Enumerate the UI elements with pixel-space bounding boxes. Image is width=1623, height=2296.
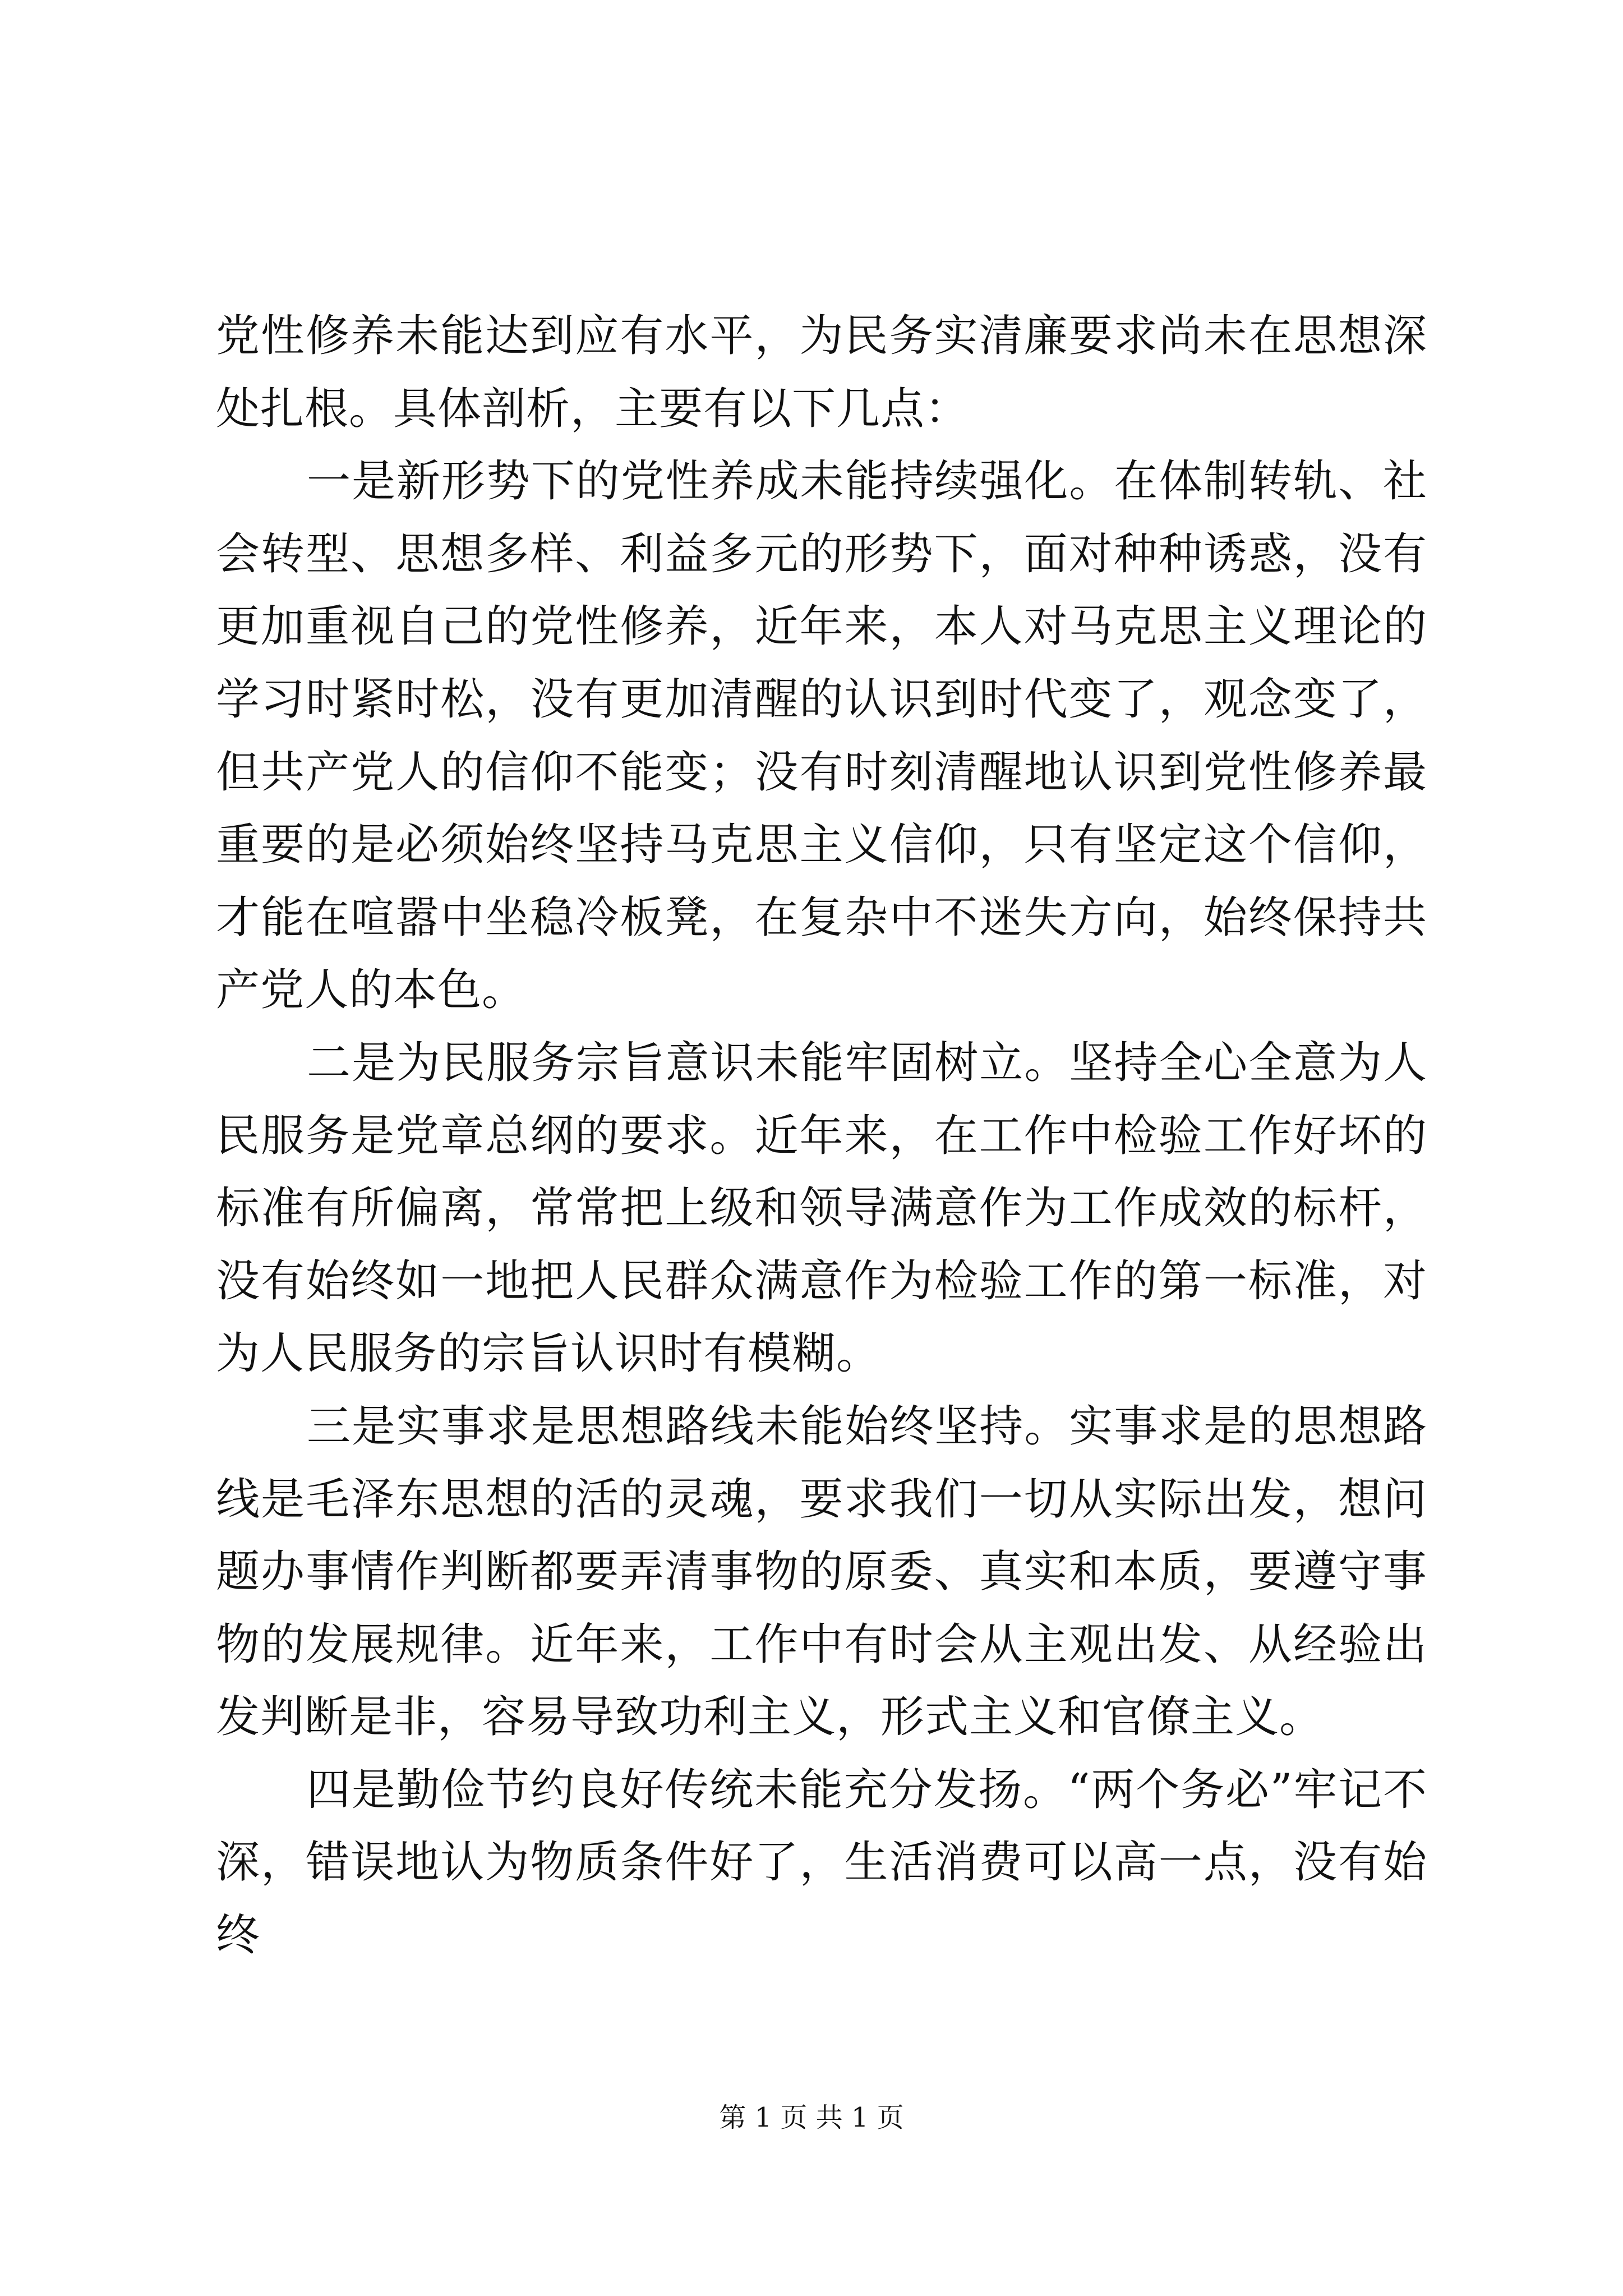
paragraph-point-4: 四是勤俭节约良好传统未能充分发扬。“两个务必”牢记不深，错误地认为物质条件好了，生活消费可以高一点，没有始终 [216,1764,1427,1961]
paragraph-point-2: 二是为民服务宗旨意识未能牢固树立。坚持全心全意为人民服务是党章总纲的要求。近年来，在工作中检验工作好坏的标准有所偏离，常常把上级和领导满意作为工作成效的标杆，没有始终如一地把人民群众满意作为检验工作的第一标准，对为人民服务的宗旨认识时有模糊。 [216,1037,1427,1379]
paragraph-point-1: 一是新形势下的党性养成未能持续强化。在体制转轨、社会转型、思想多样、利益多元的形势下，面对种种诱惑，没有更加重视自己的党性修养，近年来，本人对马克思主义理论的学习时紧时松，没有更加清醒的认识到时代变了，观念变了，但共产党人的信仰不能变；没有时刻清醒地认识到党性修养最重要的是必须始终坚持马克思主义信仰，只有坚定这个信仰，才能在喧嚣中坐稳冷板凳，在复杂中不迷失方向，始终保持共产党人的本色。 [216,456,1427,1016]
document-body [216,300,1427,1972]
page-footer: 第 1 页 共 1 页 [719,2102,904,2133]
paragraph-point-3: 三是实事求是思想路线未能始终坚持。实事求是的思想路线是毛泽东思想的活的灵魂，要求我们一切从实际出发，想问题办事情作判断都要弄清事物的原委、真实和本质，要遵守事物的发展规律。近年来，工作中有时会从主观出发、从经验出发判断是非，容易导致功利主义，形式主义和官僚主义。 [216,1401,1427,1743]
paragraph-intro: 党性修养未能达到应有水平，为民务实清廉要求尚未在思想深处扎根。具体剖析，主要有以下几点： [216,311,1427,434]
